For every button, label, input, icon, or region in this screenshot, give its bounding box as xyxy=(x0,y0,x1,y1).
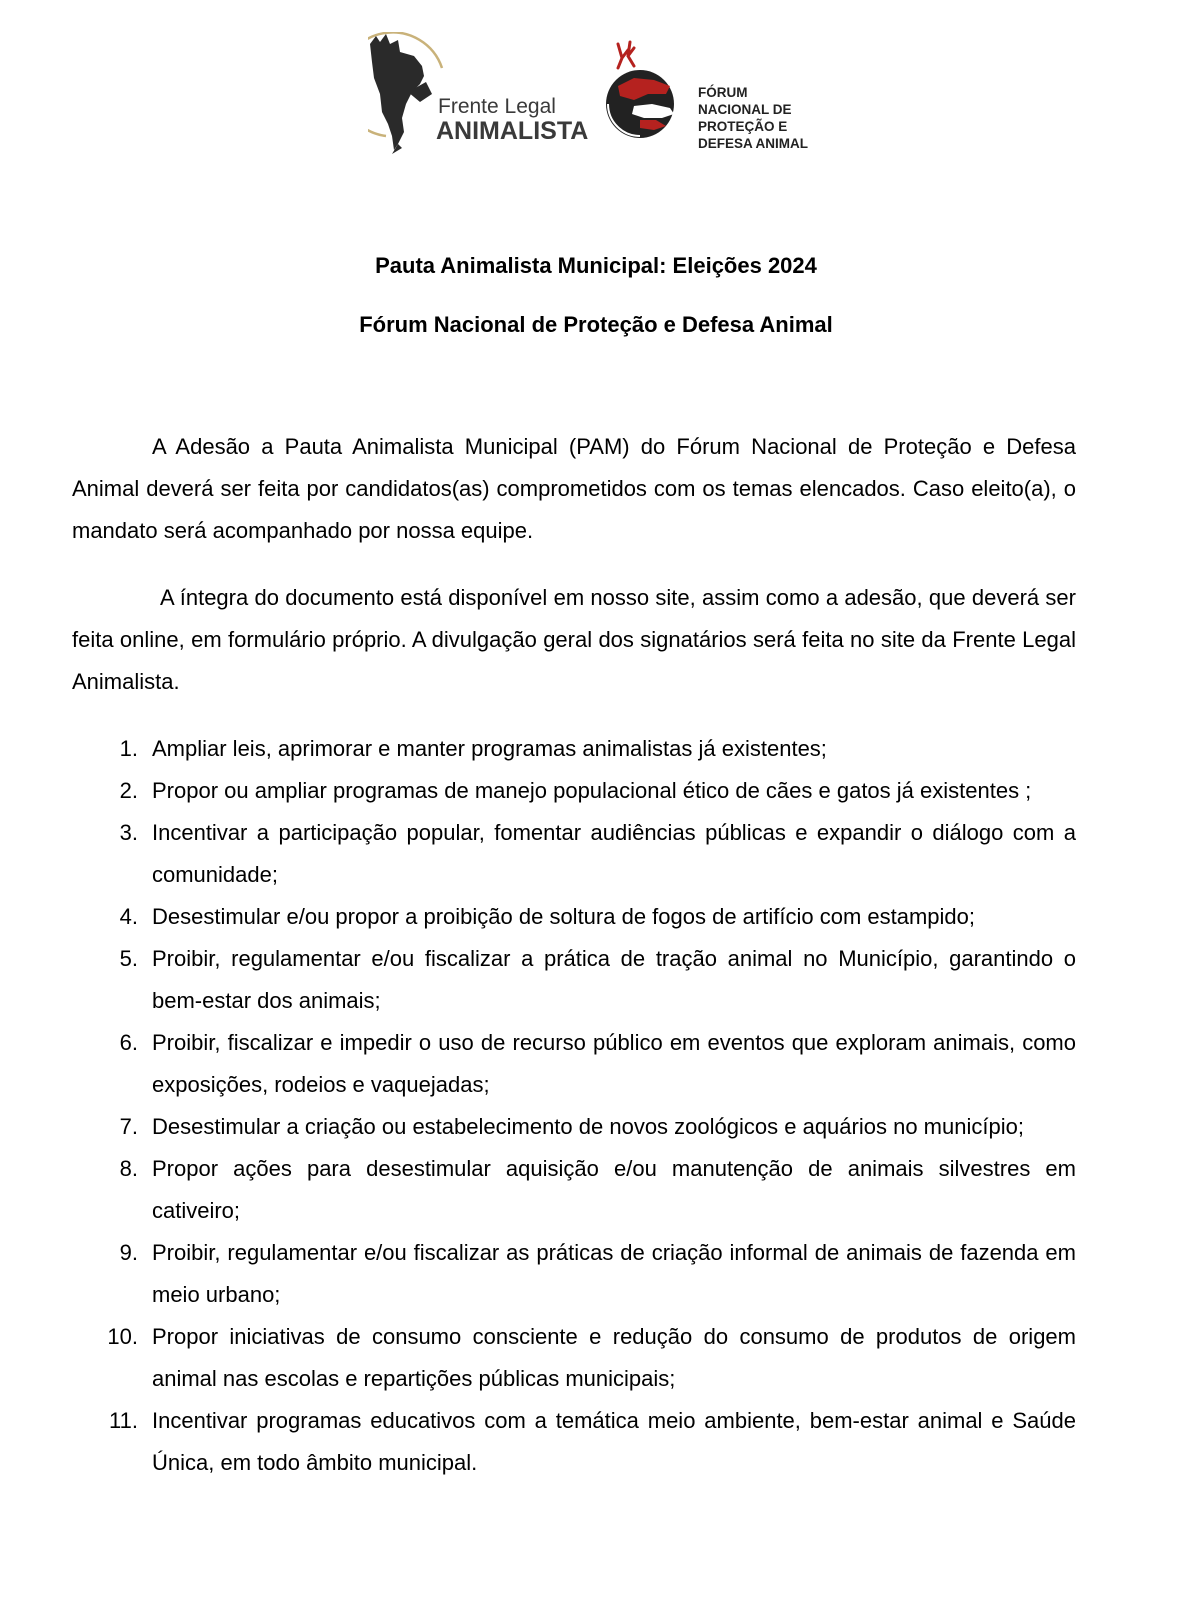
list-item xyxy=(72,896,1076,938)
list-item-text: Proibir, regulamentar e/ou fiscalizar as práticas de criação informal de animais de fazenda em meio urbano; xyxy=(152,1240,1076,1307)
document-subtitle: Fórum Nacional de Proteção e Defesa Animal xyxy=(359,312,833,337)
list-item-number: 6. xyxy=(119,1030,138,1055)
list-item-number: 5. xyxy=(119,946,138,971)
forum-logo-line: NACIONAL DE xyxy=(698,102,792,117)
list-item-text: Propor ou ampliar programas de manejo populacional ético de cães e gatos já existentes ; xyxy=(152,778,1032,803)
intro-paragraph: A Adesão a Pauta Animalista Municipal (PAM) do Fórum Nacional de Proteção e Defesa Animal deverá ser feita por candidatos(as) comprometidos com os temas elencados. Caso eleito(a), o mandato será acompanhado por nossa equipe. xyxy=(72,434,1076,543)
list-item-number: 11. xyxy=(109,1408,138,1433)
agenda-list xyxy=(72,728,1076,1484)
list-item xyxy=(72,770,1076,812)
frente-legal-animalista-logo xyxy=(368,32,589,157)
frente-legal-line2: ANIMALISTA xyxy=(436,117,589,145)
forum-logo-line: PROTEÇÃO E xyxy=(698,119,788,134)
list-item-text: Ampliar leis, aprimorar e manter programas animalistas já existentes; xyxy=(152,736,827,761)
list-item xyxy=(72,728,1076,770)
forum-logo-line: FÓRUM xyxy=(698,85,748,100)
list-item-number: 9. xyxy=(119,1240,138,1265)
list-item-number: 3. xyxy=(119,820,138,845)
list-item-number: 2. xyxy=(119,778,138,803)
list-item-text: Propor ações para desestimular aquisição e/ou manutenção de animais silvestres em cativeiro; xyxy=(152,1156,1076,1223)
list-item-number: 8. xyxy=(119,1156,138,1181)
list-item xyxy=(72,1022,1076,1106)
availability-paragraph: A íntegra do documento está disponível em nosso site, assim como a adesão, que deverá ser feita online, em formulário próprio. A divulgação geral dos signatários será feita no site da Frente Legal Animalista. xyxy=(72,585,1076,694)
list-item xyxy=(72,1400,1076,1484)
list-item-text: Incentivar programas educativos com a temática meio ambiente, bem-estar animal e Saúde Única, em todo âmbito municipal. xyxy=(152,1408,1076,1475)
list-item xyxy=(72,1106,1076,1148)
frente-legal-line1: Frente Legal xyxy=(438,95,556,118)
list-item xyxy=(72,1316,1076,1400)
list-item-number: 10. xyxy=(107,1324,138,1349)
document-title: Pauta Animalista Municipal: Eleições 2024 xyxy=(375,253,817,278)
list-item-number: 4. xyxy=(119,904,138,929)
list-item xyxy=(72,1148,1076,1232)
forum-nacional-logo xyxy=(620,52,830,164)
list-item-text: Desestimular a criação ou estabelecimento de novos zoológicos e aquários no município; xyxy=(152,1114,1024,1139)
list-item-text: Desestimular e/ou propor a proibição de soltura de fogos de artifício com estampido; xyxy=(152,904,975,929)
list-item-text: Propor iniciativas de consumo consciente e redução do consumo de produtos de origem animal nas escolas e repartições públicas municipais; xyxy=(152,1324,1076,1391)
list-item-text: Proibir, regulamentar e/ou fiscalizar a prática de tração animal no Município, garantindo o bem-estar dos animais; xyxy=(152,946,1076,1013)
list-item-number: 1. xyxy=(119,736,138,761)
list-item-text: Proibir, fiscalizar e impedir o uso de recurso público em eventos que exploram animais, como exposições, rodeios e vaquejadas; xyxy=(152,1030,1076,1097)
forum-logo-line: DEFESA ANIMAL xyxy=(698,136,808,151)
list-item xyxy=(72,1232,1076,1316)
list-item xyxy=(72,938,1076,1022)
animals-circle-logo-icon xyxy=(604,34,680,146)
list-item-number: 7. xyxy=(119,1114,138,1139)
forum-logo-text xyxy=(698,84,808,152)
list-item-text: Incentivar a participação popular, fomentar audiências públicas e expandir o diálogo com a comunidade; xyxy=(152,820,1076,887)
logo-header xyxy=(0,32,1192,162)
list-item xyxy=(72,812,1076,896)
